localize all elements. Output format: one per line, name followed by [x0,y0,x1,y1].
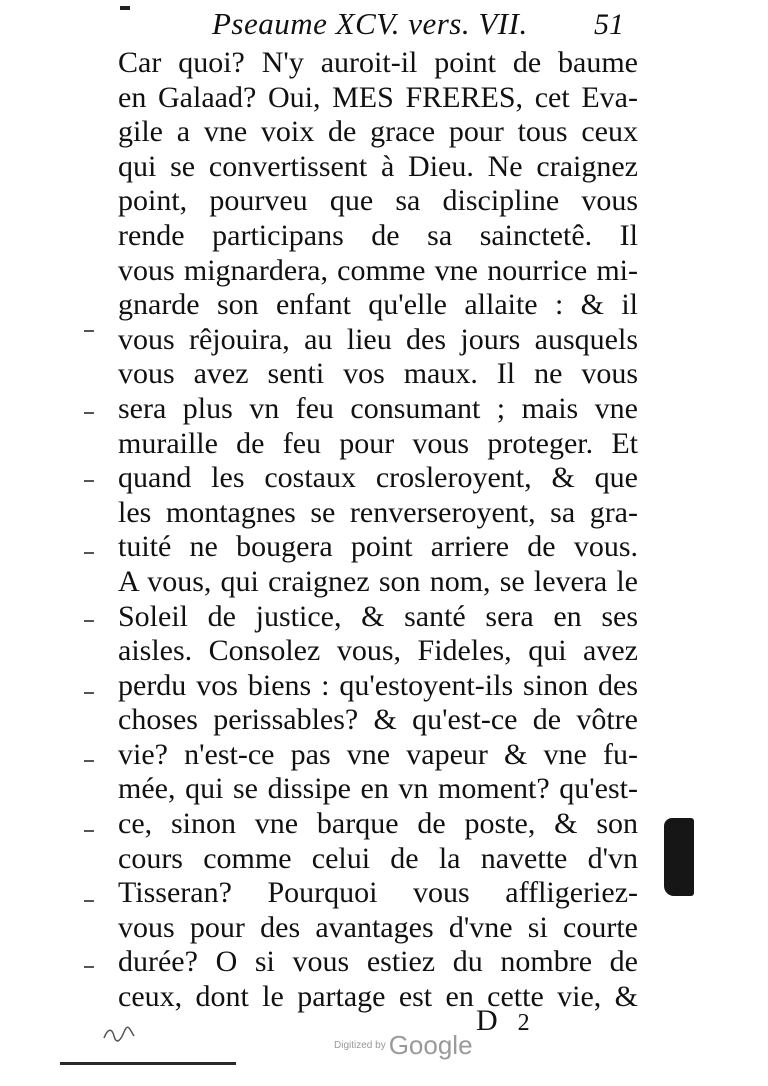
text-line: aisles. Consolez vous, Fideles, qui avez [118,634,638,668]
text-line: vous pour des avantages d'vne si courte [118,910,638,944]
corner-scribble [102,1024,136,1049]
text-line: sera plus vn feu consumant ; mais vne [118,391,638,425]
text-line: Soleil de justice, & santé sera en ses [118,599,638,633]
bleed-mark [84,552,94,554]
body-text [118,46,638,1015]
text-line: qui se convertissent à Dieu. Ne craignez [118,149,638,183]
text-line: perdu vos biens : qu'estoyent-ils sinon des [118,668,638,702]
text-line: Tisseran? Pourquoi vous affligeriez- [118,876,638,910]
google-logo-text: Google [388,1030,473,1060]
text-line: mée, qui se dissipe en vn moment? qu'est- [118,772,638,806]
ink-mark [120,6,130,10]
running-title: Pseaume XCV. vers. VII. [212,6,528,41]
bottom-rule [60,1062,236,1065]
text-line: point, pourveu que sa discipline vous [118,184,638,218]
text-line: tuité ne bougera point arriere de vous. [118,530,638,564]
text-line: quand les costaux crosleroyent, & que [118,461,638,495]
text-line: les montagnes se renverseroyent, sa gra- [118,495,638,529]
bleed-mark [84,692,94,694]
text-line: gile a vne voix de grace pour tous ceux [118,115,638,149]
text-line: ce, sinon vne barque de poste, & son [118,807,638,841]
text-line: A vous, qui craignez son nom, se levera le [118,564,638,598]
bleed-mark [84,412,94,414]
signature-number: 2 [517,1010,530,1036]
scribble-icon [102,1024,136,1044]
page-edge-shadow [664,818,694,896]
bleed-mark [84,966,94,968]
bleed-mark [84,330,94,332]
bleed-mark [84,480,94,482]
text-line: muraille de feu pour vous proteger. Et [118,426,638,460]
bleed-mark [84,900,94,902]
text-line: choses perissables? & qu'est-ce de vôtre [118,703,638,737]
bleed-mark [84,830,94,832]
signature-mark [476,1004,530,1038]
text-line: vous avez senti vos maux. Il ne vous [118,357,638,391]
page-number: 51 [594,8,624,41]
text-line: vous mignardera, comme vne nourrice mi- [118,253,638,287]
digitized-watermark [334,1030,473,1061]
bleed-mark [84,620,94,622]
bleed-mark [84,760,94,762]
text-line: ceux, dont le partage est en cette vie, & [118,980,638,1014]
running-head [212,6,528,42]
text-line: rende participans de sa sainctetê. Il [118,218,638,252]
text-line: vie? n'est-ce pas vne vapeur & vne fu- [118,737,638,771]
margin-bleed-marks [84,320,114,1000]
signature-letter: D [476,1004,498,1037]
text-line: durée? O si vous estiez du nombre de [118,945,638,979]
text-line: vous rêjouira, au lieu des jours ausquels [118,322,638,356]
digitized-prefix: Digitized by [334,1040,386,1051]
text-line: Car quoi? N'y auroit-il point de baume [118,46,638,79]
text-line: gnarde son enfant qu'elle allaite : & il [118,288,638,322]
text-line: cours comme celui de la navette d'vn [118,841,638,875]
text-line: en Galaad? Oui, MES FRERES, cet Eva- [118,80,638,114]
